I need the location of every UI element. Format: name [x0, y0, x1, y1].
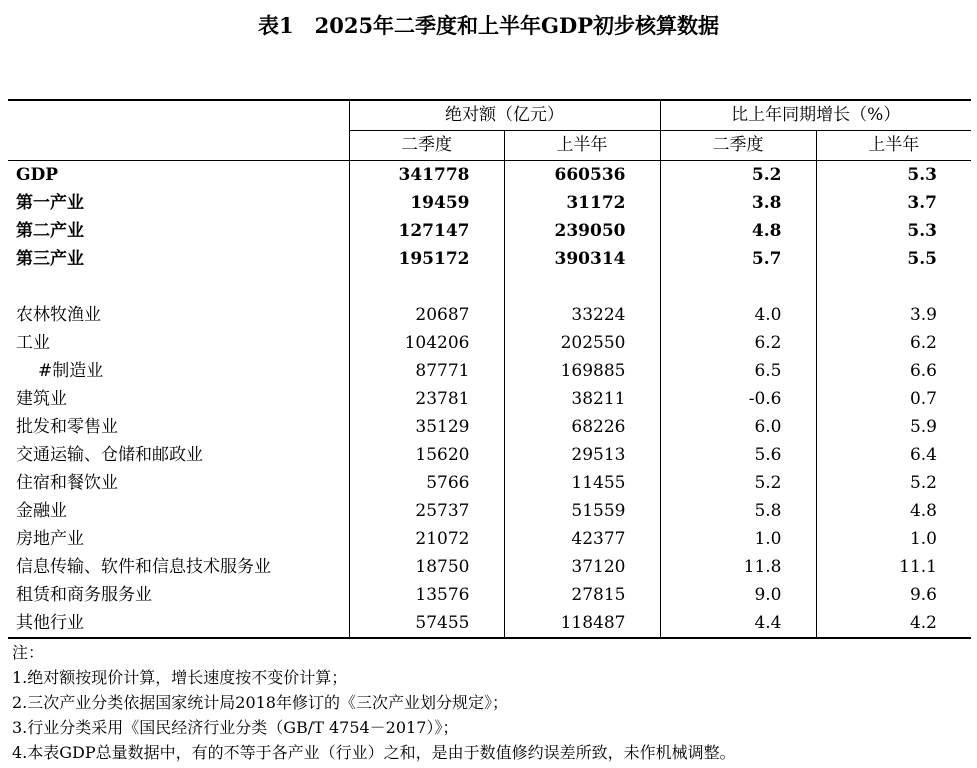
header-absolute-amount: 绝对额（亿元）: [349, 100, 660, 131]
notes-heading: 注：: [12, 643, 45, 662]
row-label: 信息传输、软件和信息技术服务业: [16, 557, 271, 577]
row-label: 第一产业: [16, 193, 84, 213]
cell-growth-q2: 9.0: [660, 581, 816, 609]
cell-abs-q2: 341778: [349, 161, 504, 190]
row-label: GDP: [16, 165, 59, 185]
table-row-secondary-industry: [8, 217, 971, 245]
cell-abs-h1: 31172: [504, 189, 660, 217]
cell-abs-h1: 390314: [504, 245, 660, 273]
cell-growth-h1: 6.4: [816, 441, 971, 469]
cell-abs-q2: 127147: [349, 217, 504, 245]
table-row: [8, 609, 971, 638]
row-label: 租赁和商务服务业: [16, 585, 152, 605]
row-label: 金融业: [16, 501, 67, 521]
cell-abs-q2: 25737: [349, 497, 504, 525]
cell-abs-h1: 239050: [504, 217, 660, 245]
cell-growth-h1: 1.0: [816, 525, 971, 553]
cell-growth-q2: 6.0: [660, 413, 816, 441]
header-growth-rate: 比上年同期增长（%）: [660, 100, 971, 131]
note-item: 3.行业分类采用《国民经济行业分类（GB/T 4754－2017）》；: [12, 718, 459, 737]
table-row: [8, 581, 971, 609]
table-row: [8, 441, 971, 469]
row-label: 工业: [16, 333, 50, 353]
cell-abs-q2: 87771: [349, 357, 504, 385]
table-body: [8, 161, 971, 639]
header-blank-cell: [8, 131, 349, 161]
cell-abs-q2: 23781: [349, 385, 504, 413]
cell-growth-q2: 4.8: [660, 217, 816, 245]
cell-growth-q2: 4.4: [660, 609, 816, 638]
cell-growth-h1: 6.6: [816, 357, 971, 385]
cell-growth-h1: 5.3: [816, 217, 971, 245]
cell-abs-q2: 20687: [349, 301, 504, 329]
cell-growth-h1: 5.3: [816, 161, 971, 190]
cell-growth-q2: 4.0: [660, 301, 816, 329]
cell-growth-h1: 5.9: [816, 413, 971, 441]
cell-abs-h1: 42377: [504, 525, 660, 553]
cell-abs-h1: 51559: [504, 497, 660, 525]
cell-abs-q2: 13576: [349, 581, 504, 609]
cell-abs-h1: 660536: [504, 161, 660, 190]
cell-growth-q2: 11.8: [660, 553, 816, 581]
row-label: 房地产业: [16, 529, 84, 549]
cell-growth-h1: 0.7: [816, 385, 971, 413]
cell-abs-q2: 195172: [349, 245, 504, 273]
note-item: 1.绝对额按现价计算，增长速度按不变价计算；: [12, 668, 348, 687]
row-label: 建筑业: [16, 389, 67, 409]
table-row-tertiary-industry: [8, 245, 971, 273]
table-row-primary-industry: [8, 189, 971, 217]
cell-abs-h1: 37120: [504, 553, 660, 581]
cell-abs-h1: 33224: [504, 301, 660, 329]
cell-growth-h1: 3.7: [816, 189, 971, 217]
table-row: [8, 553, 971, 581]
row-label: 第三产业: [16, 249, 84, 269]
row-label: 批发和零售业: [16, 417, 118, 437]
cell-abs-q2: 104206: [349, 329, 504, 357]
cell-abs-h1: 29513: [504, 441, 660, 469]
header-abs-h1: 上半年: [504, 131, 660, 161]
cell-growth-h1: 6.2: [816, 329, 971, 357]
cell-growth-h1: 11.1: [816, 553, 971, 581]
header-growth-h1: 上半年: [816, 131, 971, 161]
row-label: 第二产业: [16, 221, 84, 241]
header-abs-q2: 二季度: [349, 131, 504, 161]
cell-growth-q2: 1.0: [660, 525, 816, 553]
cell-growth-q2: 5.7: [660, 245, 816, 273]
table-title: 表1 2025年二季度和上半年GDP初步核算数据: [258, 13, 719, 38]
gdp-table: [8, 99, 971, 639]
cell-abs-q2: 57455: [349, 609, 504, 638]
cell-abs-h1: 202550: [504, 329, 660, 357]
cell-abs-h1: 118487: [504, 609, 660, 638]
header-row-groups: [8, 100, 971, 131]
table-row: [8, 497, 971, 525]
cell-growth-h1: 5.2: [816, 469, 971, 497]
cell-growth-q2: 5.2: [660, 161, 816, 190]
header-growth-q2: 二季度: [660, 131, 816, 161]
table-row: [8, 413, 971, 441]
cell-growth-h1: 4.2: [816, 609, 971, 638]
row-label: 其他行业: [8, 609, 349, 638]
row-label: 交通运输、仓储和邮政业: [16, 445, 203, 465]
cell-growth-q2: 5.6: [660, 441, 816, 469]
table-header: [8, 100, 971, 161]
note-item: 2.三次产业分类依据国家统计局2018年修订的《三次产业划分规定》；: [12, 693, 508, 712]
cell-abs-h1: 68226: [504, 413, 660, 441]
cell-growth-q2: 6.5: [660, 357, 816, 385]
row-label: #制造业: [38, 361, 104, 381]
table-spacer-row: [8, 273, 971, 301]
table-notes: [12, 640, 972, 765]
row-label: 住宿和餐饮业: [16, 473, 118, 493]
table-row: [8, 385, 971, 413]
cell-growth-h1: 5.5: [816, 245, 971, 273]
table-row: [8, 469, 971, 497]
cell-abs-h1: 38211: [504, 385, 660, 413]
cell-abs-q2: 18750: [349, 553, 504, 581]
cell-abs-h1: 169885: [504, 357, 660, 385]
cell-growth-q2: 3.8: [660, 189, 816, 217]
cell-abs-q2: 21072: [349, 525, 504, 553]
cell-abs-q2: 5766: [349, 469, 504, 497]
cell-abs-q2: 35129: [349, 413, 504, 441]
row-label: 农林牧渔业: [16, 305, 101, 325]
cell-abs-h1: 11455: [504, 469, 660, 497]
table-row: [8, 357, 971, 385]
table-row: [8, 525, 971, 553]
cell-growth-h1: 9.6: [816, 581, 971, 609]
cell-growth-q2: 5.2: [660, 469, 816, 497]
cell-abs-h1: 27815: [504, 581, 660, 609]
header-row-periods: [8, 131, 971, 161]
cell-growth-h1: 4.8: [816, 497, 971, 525]
table-row-gdp: [8, 161, 971, 190]
cell-abs-q2: 19459: [349, 189, 504, 217]
header-blank-cell: [8, 100, 349, 131]
cell-growth-q2: 5.8: [660, 497, 816, 525]
table-row: [8, 329, 971, 357]
cell-growth-h1: 3.9: [816, 301, 971, 329]
table-row: [8, 301, 971, 329]
cell-abs-q2: 15620: [349, 441, 504, 469]
note-item: 4.本表GDP总量数据中，有的不等于各产业（行业）之和，是由于数值修约误差所致，未作机械调整。: [12, 743, 736, 762]
cell-growth-q2: 6.2: [660, 329, 816, 357]
cell-growth-q2: -0.6: [660, 385, 816, 413]
